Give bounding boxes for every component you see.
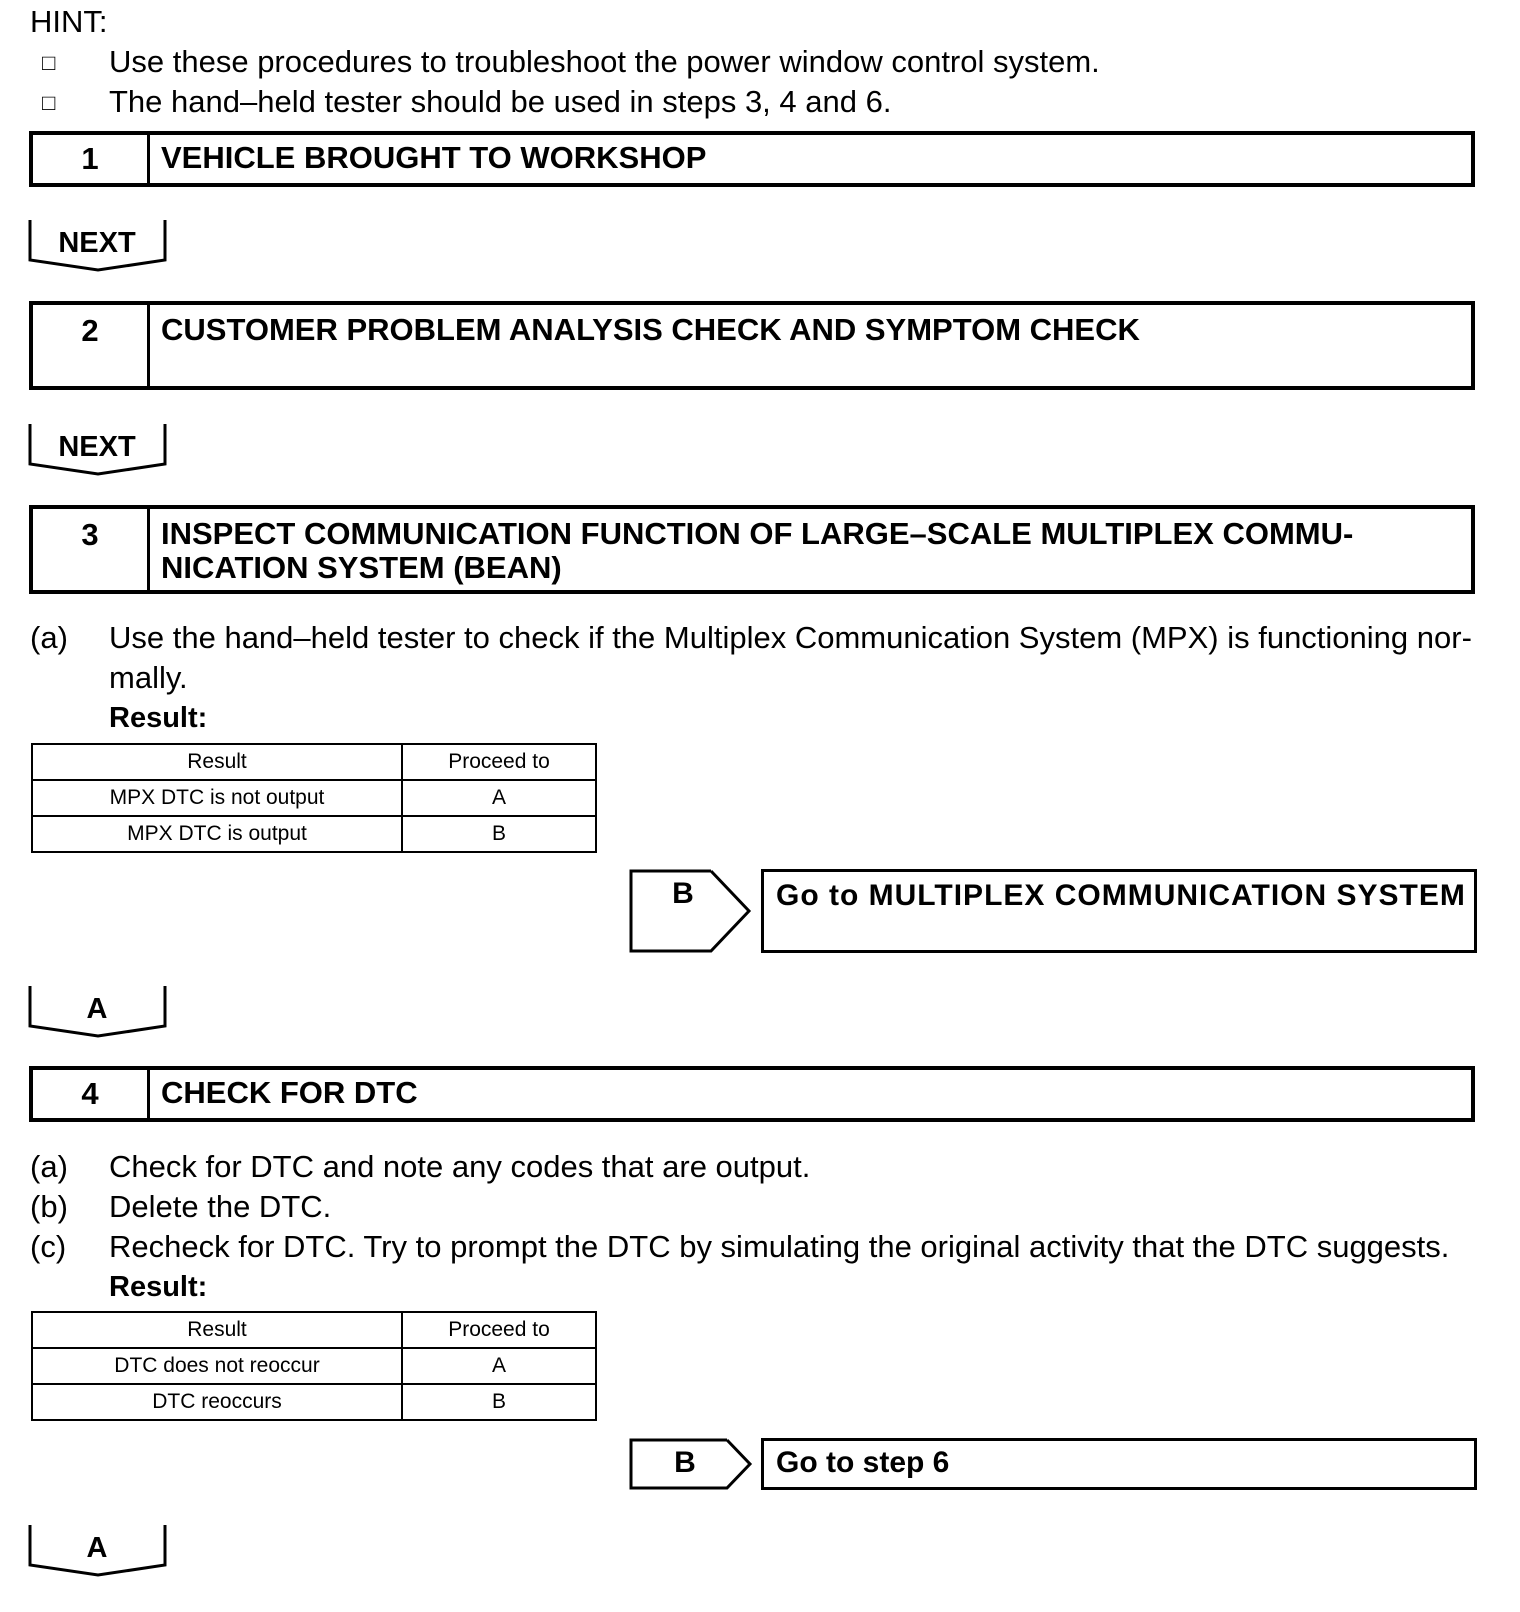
instruction-text: Use the hand–held tester to check if the Multiplex Communication System (MPX) is functioning nor-: [109, 620, 1472, 655]
table-cell: MPX DTC is output: [32, 816, 402, 852]
instruction-text: Delete the DTC.: [109, 1189, 332, 1224]
item-marker: (c): [30, 1229, 67, 1264]
branch-b-button[interactable]: [629, 1438, 753, 1490]
branch-letter: B: [672, 877, 694, 910]
table-cell: MPX DTC is not output: [32, 780, 402, 816]
next-button[interactable]: [28, 422, 166, 478]
table-header-row: [32, 1312, 596, 1348]
table-cell: B: [402, 1384, 596, 1420]
step-title-line-2: NICATION SYSTEM (BEAN): [161, 550, 562, 585]
table-cell: DTC does not reoccur: [32, 1348, 402, 1384]
step-1-header: [29, 131, 1475, 187]
step-4-header: [29, 1066, 1475, 1122]
next-label: NEXT: [58, 431, 136, 463]
item-marker: (a): [30, 620, 68, 655]
table-header-row: [32, 744, 596, 780]
table-cell: B: [402, 816, 596, 852]
table-row: [32, 816, 596, 852]
table-header: Proceed to: [402, 1312, 596, 1348]
step-2-header: [29, 301, 1475, 390]
checkbox-bullet-icon: □: [42, 50, 56, 75]
item-marker: (a): [30, 1149, 68, 1184]
next-label: NEXT: [58, 227, 136, 259]
hint-label: HINT:: [30, 4, 108, 39]
step-number: 1: [33, 135, 150, 183]
instruction-text-cont: mally.: [109, 660, 188, 695]
next-button[interactable]: [28, 218, 166, 274]
instruction-text: Recheck for DTC. Try to prompt the DTC by simulating the original activity that the DTC suggests.: [109, 1229, 1450, 1264]
table-row: [32, 1348, 596, 1384]
step-title-line-1: INSPECT COMMUNICATION FUNCTION OF LARGE–SCALE MULTIPLEX COMMU-: [161, 516, 1354, 551]
step-number: 3: [33, 509, 150, 590]
branch-letter: B: [674, 1446, 696, 1479]
table-header: Result: [32, 1312, 402, 1348]
table-row: [32, 780, 596, 816]
a-label: A: [86, 993, 108, 1025]
step-title: CHECK FOR DTC: [161, 1075, 418, 1110]
a-button[interactable]: [28, 984, 166, 1040]
table-header: Proceed to: [402, 744, 596, 780]
table-cell: A: [402, 1348, 596, 1384]
a-label: A: [86, 1532, 108, 1564]
hint-item-2: The hand–held tester should be used in steps 3, 4 and 6.: [109, 84, 892, 119]
result-heading: Result:: [109, 1271, 208, 1303]
branch-destination: Go to step 6: [761, 1438, 1477, 1490]
step-number: 2: [33, 305, 150, 386]
table-cell: A: [402, 780, 596, 816]
table-cell: DTC reoccurs: [32, 1384, 402, 1420]
branch-destination: Go to MULTIPLEX COMMUNICATION SYSTEM: [761, 869, 1477, 953]
result-table: [31, 1311, 597, 1421]
step-3-header: [29, 505, 1475, 594]
item-marker: (b): [30, 1189, 68, 1224]
hint-item-1: Use these procedures to troubleshoot the power window control system.: [109, 44, 1100, 79]
step-title: CUSTOMER PROBLEM ANALYSIS CHECK AND SYMPTOM CHECK: [161, 312, 1140, 347]
instruction-text: Check for DTC and note any codes that are output.: [109, 1149, 811, 1184]
result-table: [31, 743, 597, 853]
step-title: VEHICLE BROUGHT TO WORKSHOP: [161, 140, 707, 175]
checkbox-bullet-icon: □: [42, 90, 56, 115]
step-number: 4: [33, 1070, 150, 1118]
a-button[interactable]: [28, 1523, 166, 1579]
result-heading: Result:: [109, 702, 208, 734]
branch-b-button[interactable]: [629, 869, 753, 953]
table-header: Result: [32, 744, 402, 780]
table-row: [32, 1384, 596, 1420]
